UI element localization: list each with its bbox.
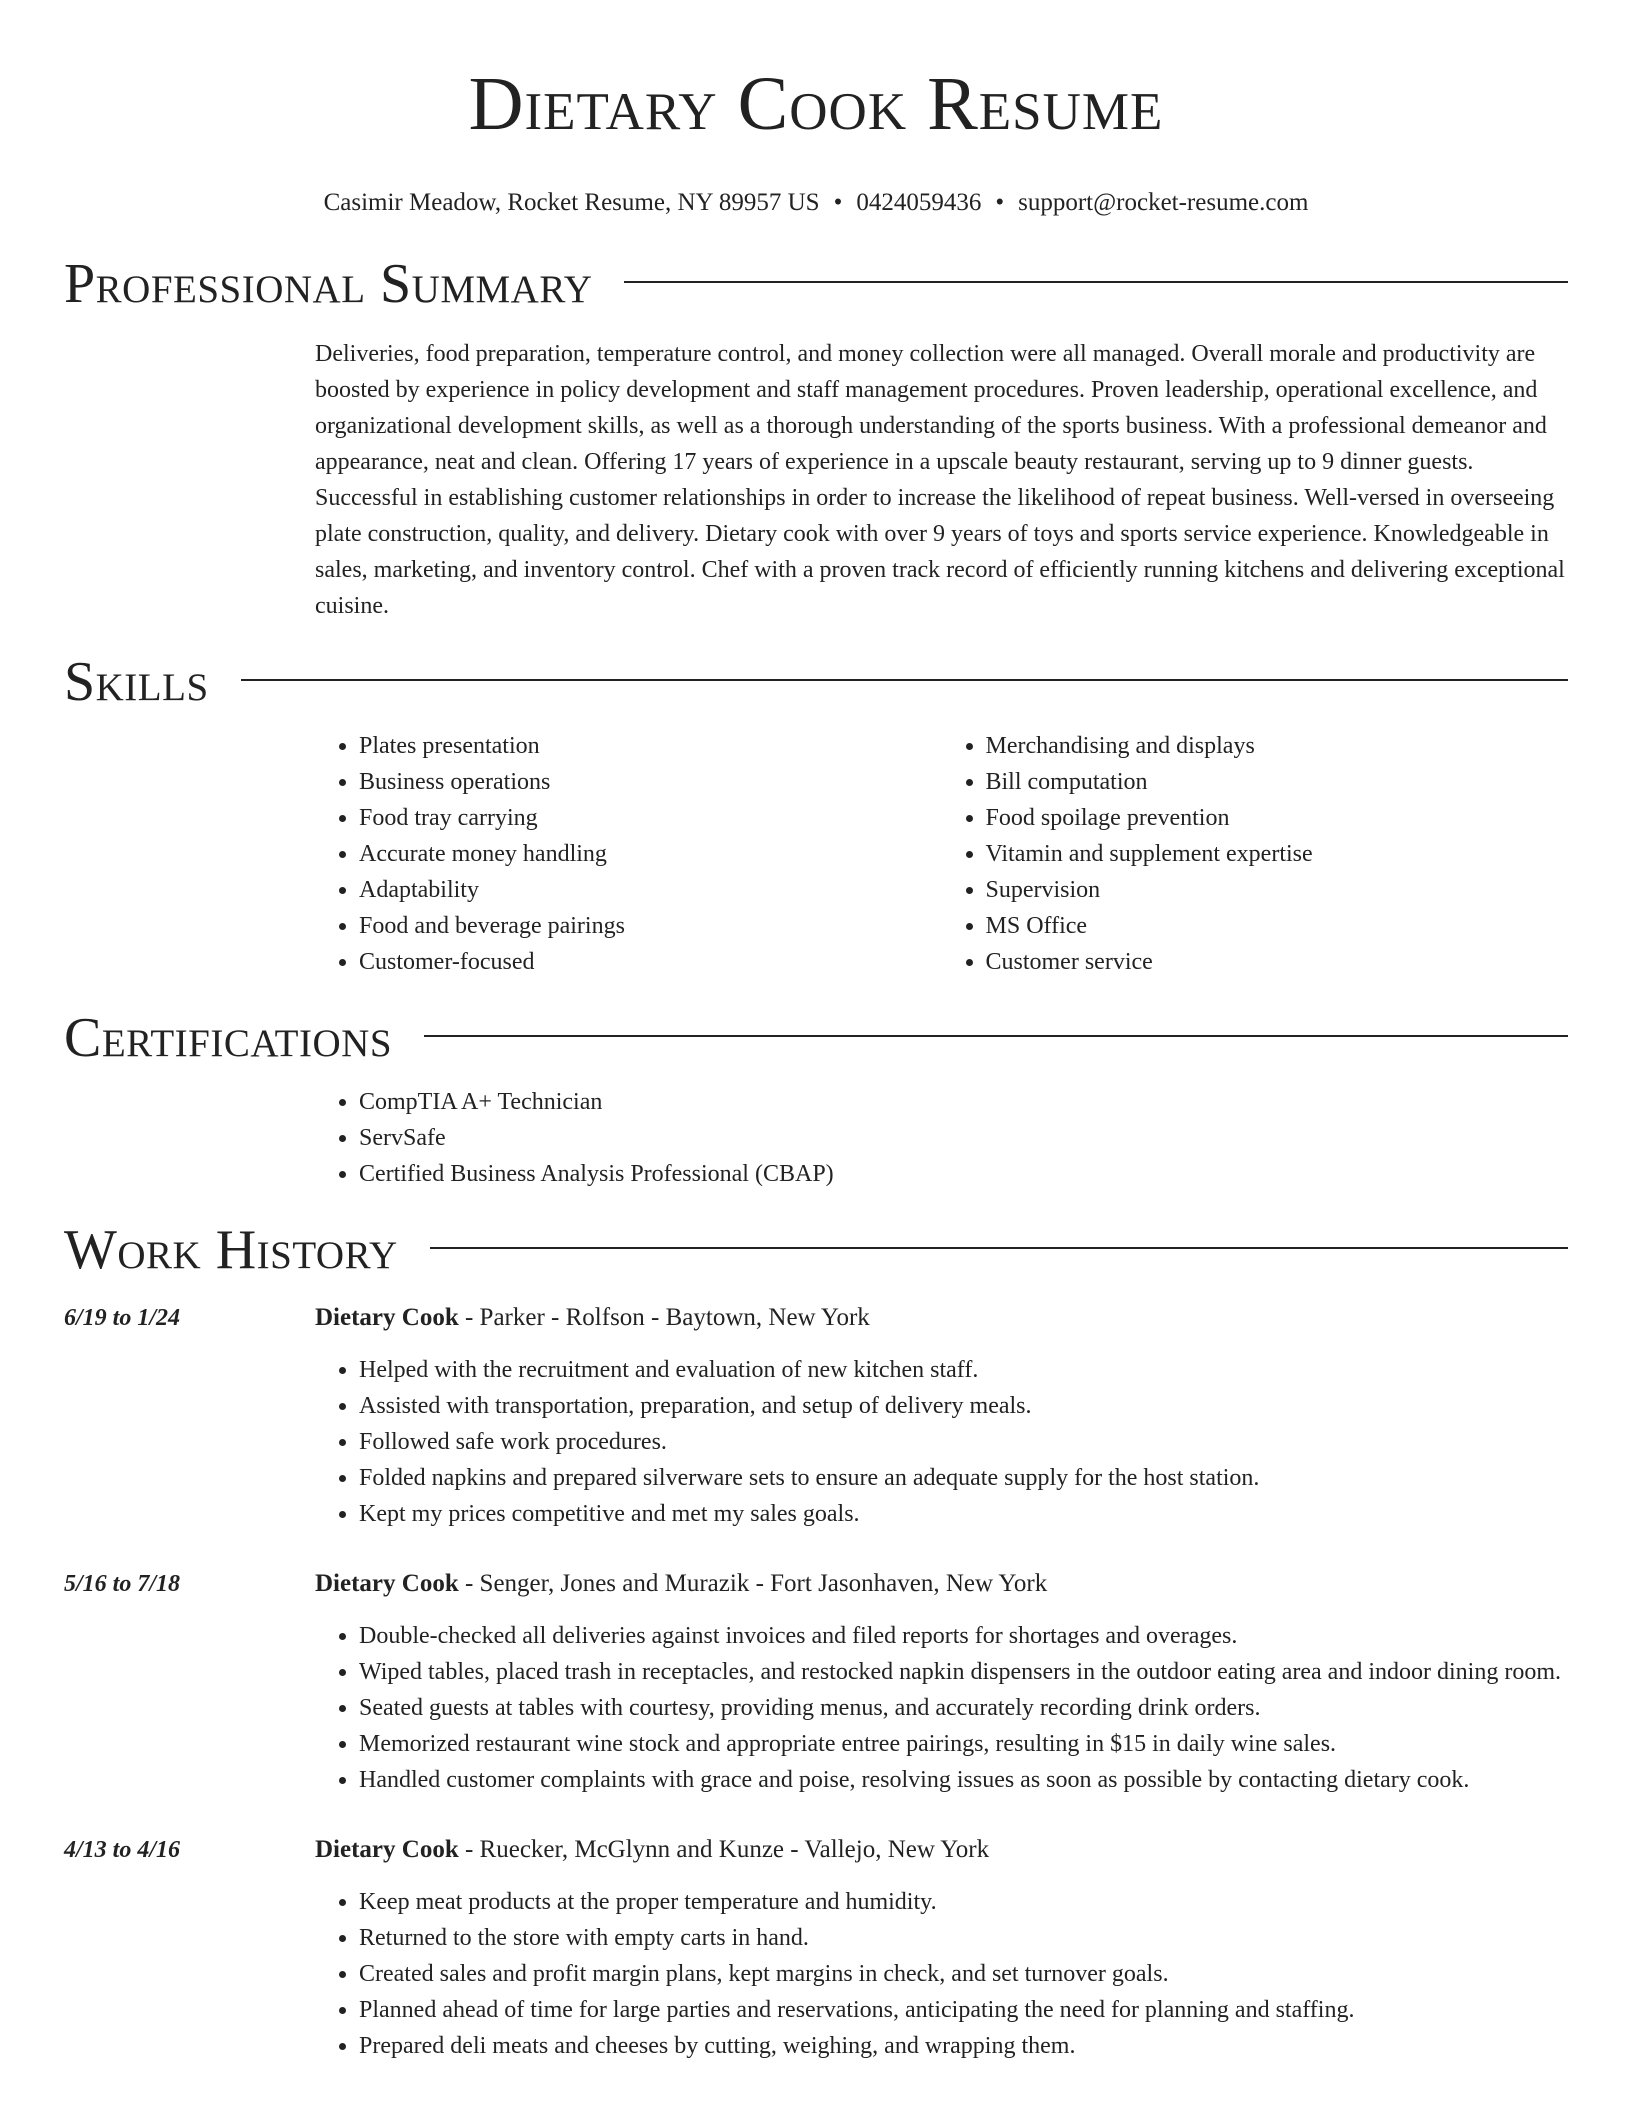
job-role: Dietary Cook <box>315 1570 459 1597</box>
job-bullet: • Planned ahead of time for large parties and reservations, anticipating the need for planning and staffing. <box>359 1992 1568 2028</box>
job-bullet: • Double-checked all deliveries against invoices and filed reports for shortages and overages. <box>359 1618 1568 1654</box>
skill-item: • Customer service <box>986 944 1569 980</box>
job-bullet: • Memorized restaurant wine stock and appropriate entree pairings, resulting in $15 in daily wine sales. <box>359 1726 1568 1762</box>
contact-email[interactable]: support@rocket-resume.com <box>1018 189 1309 216</box>
job-bullets <box>315 1618 1568 1798</box>
job-dates: 6/19 to 1/24 <box>64 1305 181 1331</box>
job-details <box>315 1832 1568 2064</box>
job-bullet: • Returned to the store with empty carts in hand. <box>359 1920 1568 1956</box>
certification-item: • ServSafe <box>359 1120 1568 1156</box>
skills-list-right <box>942 728 1569 980</box>
job-bullet: • Helped with the recruitment and evaluation of new kitchen staff. <box>359 1352 1568 1388</box>
contact-separator: • <box>833 189 843 216</box>
certifications-section <box>315 1084 1568 1192</box>
skill-item: • Food spoilage prevention <box>986 800 1569 836</box>
job-bullet: • Created sales and profit margin plans, kept margins in check, and set turnover goals. <box>359 1956 1568 1992</box>
certifications-list <box>315 1084 1568 1192</box>
certification-item: • CompTIA A+ Technician <box>359 1084 1568 1120</box>
summary-section <box>315 336 1568 624</box>
job-role: Dietary Cook <box>315 1836 459 1863</box>
skill-item: • Supervision <box>986 872 1569 908</box>
job-employer: - Ruecker, McGlynn and Kunze - Vallejo, New York <box>458 1836 990 1863</box>
contact-address: Casimir Meadow, Rocket Resume, NY 89957 US <box>323 189 820 216</box>
work-history-heading: Work History <box>64 1219 398 1281</box>
job-employer: - Parker - Rolfson - Baytown, New York <box>458 1304 870 1331</box>
section-divider <box>624 281 1568 283</box>
summary-text: Deliveries, food preparation, temperature control, and money collection were all managed. Overall morale and productivity are boosted by experience in policy development and staff management procedures. Proven leadership, operational excellence, and organizational development skills, as well as a thorough understanding of the sports business. With a professional demeanor and appearance, neat and clean. Offering 17 years of experience in a upscale beauty restaurant, serving up to 9 dinner guests. Successful in establishing customer relationships in order to increase the likelihood of repeat business. Well-versed in overseeing plate construction, quality, and delivery. Dietary cook with over 9 years of toys and sports service experience. Knowledgeable in sales, marketing, and inventory control. Chef with a proven track record of efficiently running kitchens and delivering exceptional cuisine. <box>315 341 1565 619</box>
section-divider <box>430 1247 1568 1249</box>
skills-list-left <box>315 728 942 980</box>
job-bullet: • Assisted with transportation, preparation, and setup of delivery meals. <box>359 1388 1568 1424</box>
certifications-section-heading <box>64 1006 1568 1070</box>
skills-section-heading <box>64 650 1568 714</box>
job-employer: - Senger, Jones and Murazik - Fort Jasonhaven, New York <box>458 1570 1048 1597</box>
job-entry <box>64 1566 1568 1798</box>
job-role: Dietary Cook <box>315 1304 459 1331</box>
certification-item: • Certified Business Analysis Professional (CBAP) <box>359 1156 1568 1192</box>
skill-item: • Adaptability <box>359 872 942 908</box>
skill-item: • Food and beverage pairings <box>359 908 942 944</box>
job-entry <box>64 1832 1568 2064</box>
certifications-heading: Certifications <box>64 1007 393 1069</box>
job-bullet: • Keep meat products at the proper temperature and humidity. <box>359 1884 1568 1920</box>
section-divider <box>424 1035 1568 1037</box>
job-dates: 5/16 to 7/18 <box>64 1571 181 1597</box>
job-bullets <box>315 1884 1568 2064</box>
skills-heading: Skills <box>64 651 209 713</box>
contact-separator: • <box>995 189 1005 216</box>
job-dates: 4/13 to 4/16 <box>64 1837 181 1863</box>
summary-section-heading <box>64 252 1568 316</box>
job-title-line <box>315 1566 1568 1602</box>
job-bullet: • Followed safe work procedures. <box>359 1424 1568 1460</box>
job-details <box>315 1566 1568 1798</box>
skill-item: • Merchandising and displays <box>986 728 1569 764</box>
skill-item: • Business operations <box>359 764 942 800</box>
job-title-line <box>315 1832 1568 1868</box>
contact-line <box>64 188 1568 218</box>
resume-title: Dietary Cook Resume <box>468 62 1164 146</box>
skill-item: • Vitamin and supplement expertise <box>986 836 1569 872</box>
resume-page <box>64 0 1568 2064</box>
work-history-section <box>64 1300 1568 2064</box>
skill-item: • Bill computation <box>986 764 1569 800</box>
skill-item: • Plates presentation <box>359 728 942 764</box>
job-bullet: • Wiped tables, placed trash in receptacles, and restocked napkin dispensers in the outdoor eating area and indoor dining room. <box>359 1654 1568 1690</box>
job-bullet: • Kept my prices competitive and met my sales goals. <box>359 1496 1568 1532</box>
job-bullet: • Prepared deli meats and cheeses by cutting, weighing, and wrapping them. <box>359 2028 1568 2064</box>
work-history-section-heading <box>64 1218 1568 1282</box>
job-bullet: • Handled customer complaints with grace and poise, resolving issues as soon as possible by contacting dietary cook. <box>359 1762 1568 1798</box>
section-divider <box>241 679 1568 681</box>
job-title-line <box>315 1300 1568 1336</box>
job-bullet: • Seated guests at tables with courtesy, providing menus, and accurately recording drink orders. <box>359 1690 1568 1726</box>
skill-item: • Food tray carrying <box>359 800 942 836</box>
summary-heading: Professional Summary <box>64 253 593 315</box>
skill-item: • MS Office <box>986 908 1569 944</box>
job-bullets <box>315 1352 1568 1532</box>
job-details <box>315 1300 1568 1532</box>
skill-item: • Accurate money handling <box>359 836 942 872</box>
skill-item: • Customer-focused <box>359 944 942 980</box>
job-entry <box>64 1300 1568 1532</box>
contact-phone: 0424059436 <box>856 189 982 216</box>
skills-section <box>315 728 1568 980</box>
job-bullet: • Folded napkins and prepared silverware sets to ensure an adequate supply for the host station. <box>359 1460 1568 1496</box>
